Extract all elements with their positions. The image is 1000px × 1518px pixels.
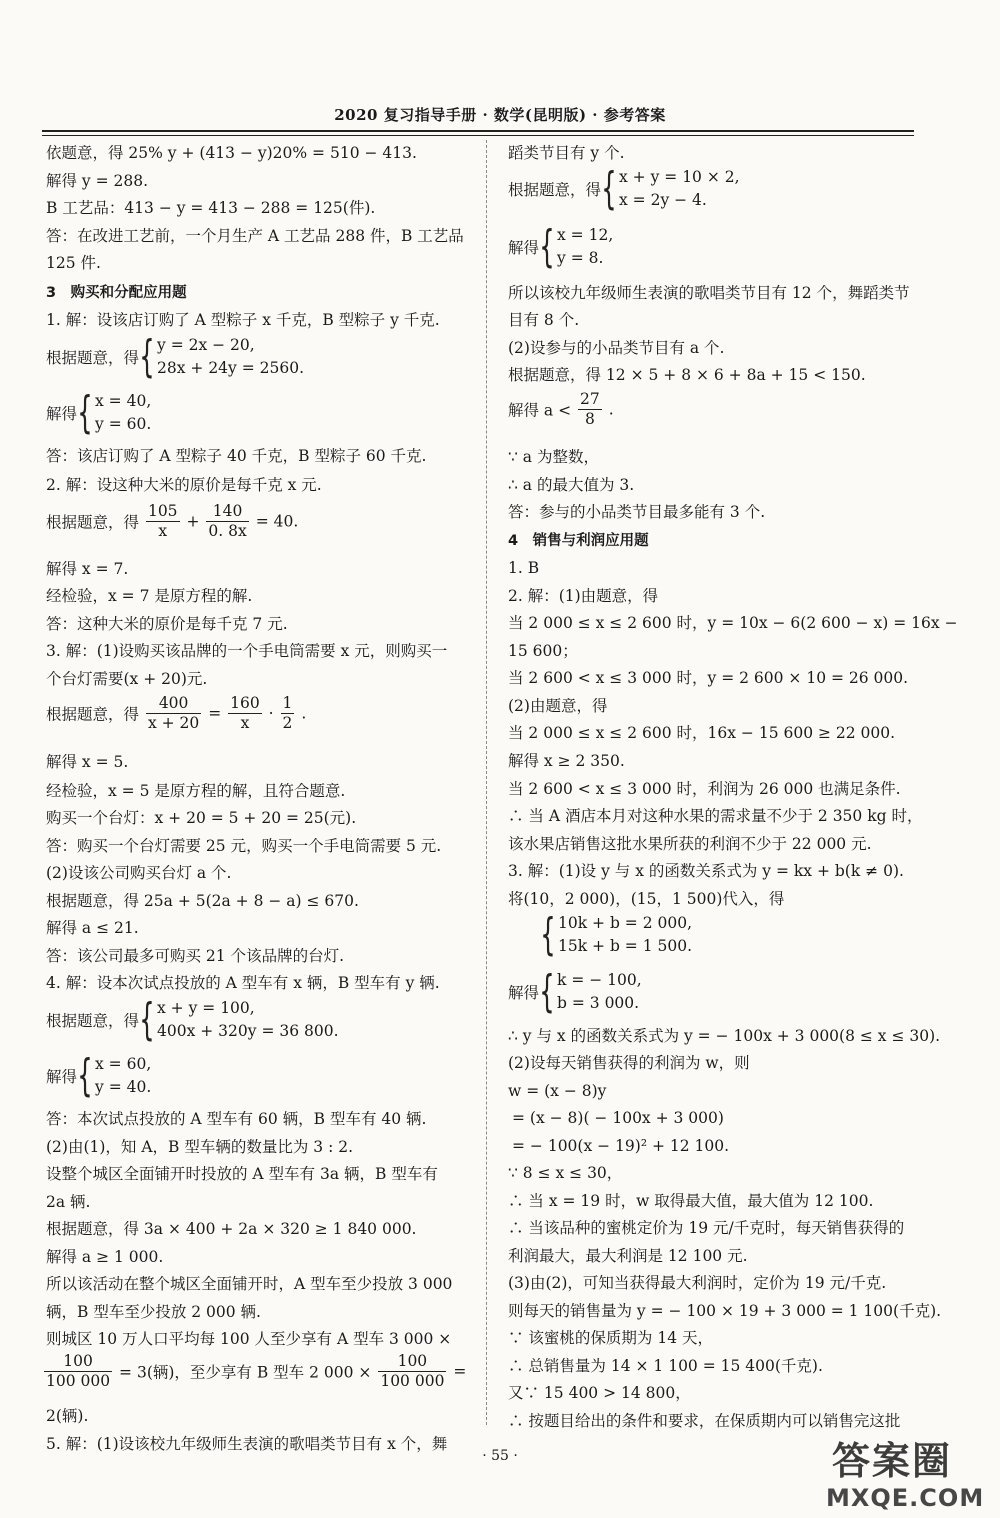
numerator: 100: [378, 1352, 446, 1372]
denominator: 0. 8x: [208, 522, 247, 540]
text-line: = − 100(x − 19)² + 12 100.: [512, 1137, 730, 1155]
brace-glyph: {: [139, 331, 155, 382]
watermark-site: MXQE.COM: [826, 1484, 985, 1512]
text-line: 经检验，x = 5 是原方程的解，且符合题意.: [46, 782, 346, 800]
text-line: 解得 a ≤ 21.: [46, 919, 139, 937]
solution-system: [46, 1050, 152, 1101]
brace-glyph: {: [601, 163, 617, 214]
text-line: 答：购买一个台灯需要 25 元，购买一个手电筒需要 5 元.: [46, 837, 442, 855]
text-line: w = (x − 8)y: [508, 1082, 607, 1100]
page-header: 2020 复习指导手册 · 数学(昆明版) · 参考答案: [334, 106, 666, 124]
text-line: 目有 8 个.: [508, 311, 580, 329]
text-line: ∵ 8 ≤ x ≤ 30，: [508, 1164, 623, 1182]
system-label: 解得: [508, 239, 540, 257]
system-label: 根据题意，得: [46, 349, 140, 367]
equation-system: [508, 163, 740, 214]
text-line: 根据题意，得 12 × 5 + 8 × 6 + 8a + 15 < 150.: [508, 366, 866, 384]
operator: =: [453, 1362, 467, 1381]
fraction: [146, 694, 201, 733]
denominator: 100 000: [46, 1372, 111, 1390]
text-line: 又∵ 15 400 > 14 800，: [508, 1384, 691, 1402]
watermark-badge: [832, 1436, 982, 1486]
equation: y = 8.: [557, 249, 604, 267]
system-label: 解得: [508, 984, 540, 1002]
text-line: 所以该活动在整个城区全面铺开时，A 型车至少投放 3 000: [46, 1275, 453, 1293]
fraction-inequality: [508, 390, 614, 429]
header-rule-thick: [42, 130, 914, 132]
text-line: (2)设每天销售获得的利润为 w，则: [508, 1054, 750, 1072]
text-line: 2. 解：设这种大米的原价是每千克 x 元.: [46, 476, 322, 494]
brace-glyph: {: [77, 1050, 93, 1101]
text-line: 2(辆).: [46, 1407, 89, 1425]
text-line: 答：参与的小品类节目最多能有 3 个.: [508, 503, 766, 521]
text-line: 当 2 000 ≤ x ≤ 2 600 时，16x − 15 600 ≥ 22 000.: [508, 724, 896, 742]
text-line: 个台灯需要(x + 20)元.: [46, 670, 208, 688]
text-line: 解得 x = 7.: [46, 560, 129, 578]
text-line: ∴ 当该品种的蜜桃定价为 19 元/千克时，每天销售获得的: [508, 1219, 905, 1237]
text-line: 答：该店订购了 A 型粽子 40 千克，B 型粽子 60 千克.: [46, 447, 427, 465]
equation: x = 40,: [95, 392, 152, 410]
numerator: 140: [206, 502, 248, 522]
equation: x + y = 100,: [157, 999, 255, 1017]
system-label: 解得: [46, 1068, 78, 1086]
text-line: 当 2 000 ≤ x ≤ 2 600 时，y = 10x − 6(2 600 − x) = 16x −: [508, 614, 958, 632]
equation-system: [46, 994, 339, 1045]
text-line: 4. 解：设本次试点投放的 A 型车有 x 辆，B 型车有 y 辆.: [46, 974, 440, 992]
numerator: 27: [580, 390, 600, 408]
text-line: 3. 解：(1)设购买该品牌的一个手电筒需要 x 元，则购买一: [46, 642, 448, 660]
solution-system: [508, 966, 642, 1017]
solution-system: [46, 387, 152, 438]
equation: y = 60.: [95, 415, 152, 433]
text-line: ∴ 当 x = 19 时，w 取得最大值，最大值为 12 100.: [508, 1192, 874, 1210]
operator: +: [186, 512, 200, 531]
text-line: 利润最大，最大利润是 12 100 元.: [508, 1247, 748, 1265]
watermark-badge-text: 答案圈: [832, 1439, 953, 1483]
equation-system: [540, 909, 693, 960]
text-line: (2)由(1)，知 A，B 型车辆的数量比为 3 : 2.: [46, 1138, 354, 1156]
text-line: 15 600；: [508, 642, 578, 660]
denominator: x: [158, 522, 168, 540]
text-line: 将(10，2 000)，(15，1 500)代入，得: [508, 890, 785, 908]
numerator: 105: [147, 502, 178, 520]
text-line: ∵ 该蜜桃的保质期为 14 天，: [508, 1329, 714, 1347]
equation-system: [46, 331, 305, 382]
denominator: 2: [282, 714, 293, 732]
text-line: ∴ a 的最大值为 3.: [508, 476, 635, 494]
equation: x + y = 10 × 2,: [619, 168, 740, 186]
operator: ·: [268, 704, 274, 723]
text-line: 答：在改进工艺前，一个月生产 A 工艺品 288 件，B 工艺品: [46, 227, 464, 245]
numerator: 160: [230, 694, 260, 712]
brace-glyph: {: [540, 909, 556, 960]
text-line: 经检验，x = 7 是原方程的解.: [46, 587, 253, 605]
brace-glyph: {: [77, 387, 93, 438]
system-label: 解得: [46, 405, 78, 423]
text-line: 答：这种大米的原价是每千克 7 元.: [46, 615, 288, 633]
label: 根据题意，得: [46, 705, 140, 724]
system-label: 根据题意，得: [508, 181, 602, 199]
fraction-equation: [42, 1352, 466, 1391]
text-line: ∴ 按题目给出的条件和要求，在保质期内可以销售完这批: [508, 1412, 901, 1430]
text-line: 购买一个台灯：x + 20 = 5 + 20 = 25(元).: [46, 809, 357, 827]
text-line: 该水果店销售这批水果所获的利润不少于 22 000 元.: [508, 835, 872, 853]
label: 根据题意，得: [46, 513, 140, 532]
text-line: 当 2 600 < x ≤ 3 000 时，利润为 26 000 也满足条件.: [508, 780, 901, 798]
equation: 400x + 320y = 36 800.: [157, 1022, 339, 1040]
text-line: 125 件.: [46, 254, 101, 272]
equation: k = − 100,: [557, 971, 642, 989]
operator: .: [608, 400, 614, 419]
column-divider: [486, 140, 487, 1425]
label: 解得 a <: [508, 401, 572, 420]
text-line: ∴ y 与 x 的函数关系式为 y = − 100x + 3 000(8 ≤ x ≤ 30).: [508, 1027, 941, 1045]
text-line: 辆，B 型车至少投放 2 000 辆.: [46, 1303, 261, 1321]
brace-glyph: {: [539, 221, 555, 272]
text-line: 蹈类节目有 y 个.: [508, 144, 625, 162]
header-rule-thin: [42, 135, 914, 136]
text-line: 1. B: [508, 559, 540, 577]
text-line: 解得 a ≥ 1 000.: [46, 1248, 164, 1266]
text-line: 依题意，得 25% y + (413 − y)20% = 510 − 413.: [46, 144, 417, 162]
text-line: (2)由题意，得: [508, 697, 608, 715]
solution-system: [508, 221, 614, 272]
operator: =: [208, 704, 222, 723]
text-line: 设整个城区全面铺开时投放的 A 型车有 3a 辆，B 型车有: [46, 1165, 438, 1183]
text-line: ∴ 总销售量为 14 × 1 100 = 15 400(千克).: [508, 1357, 823, 1375]
equation: x = 12,: [557, 226, 614, 244]
text-line: 则每天的销售量为 y = − 100 × 19 + 3 000 = 1 100(千克).: [508, 1302, 942, 1320]
fraction-equation: [46, 694, 306, 733]
text-line: 解得 x ≥ 2 350.: [508, 752, 625, 770]
fraction: [44, 1352, 112, 1391]
text-line: (2)设该公司购买台灯 a 个.: [46, 864, 232, 882]
numerator: 1: [282, 694, 293, 712]
equation: y = 2x − 20,: [157, 336, 255, 354]
operator: .: [301, 704, 307, 723]
operator: = 40.: [255, 512, 299, 531]
text-line: 答：该公司最多可购买 21 个该品牌的台灯.: [46, 947, 345, 965]
text-line: 则城区 10 万人口平均每 100 人至少享有 A 型车 3 000 ×: [46, 1330, 452, 1348]
text-line: B 工艺品：413 − y = 413 − 288 = 125(件).: [46, 199, 376, 217]
section-heading: 3 购买和分配应用题: [46, 285, 187, 301]
text-line: 所以该校九年级师生表演的歌唱类节目有 12 个，舞蹈类节: [508, 284, 910, 302]
text-line: 1. 解：设该店订购了 A 型粽子 x 千克，B 型粽子 y 千克.: [46, 311, 440, 329]
denominator: x: [240, 714, 250, 732]
brace-glyph: {: [539, 966, 555, 1017]
text-line: ∵ a 为整数，: [508, 448, 599, 466]
denominator: 100 000: [380, 1372, 445, 1390]
equation: x = 60,: [95, 1055, 152, 1073]
text-line: 2. 解：(1)由题意，得: [508, 587, 659, 605]
text-segment: = 3(辆)，至少享有 B 型车 2 000 ×: [119, 1363, 372, 1382]
text-line: ∴ 当 A 酒店本月对这种水果的需求量不少于 2 350 kg 时，: [508, 807, 923, 825]
numerator: 400: [146, 694, 201, 714]
page-number: · 55 ·: [482, 1448, 518, 1464]
fraction: [578, 390, 602, 429]
text-line: 2a 辆.: [46, 1193, 91, 1211]
equation: b = 3 000.: [557, 994, 640, 1012]
system-label: 根据题意，得: [46, 1012, 140, 1030]
denominator: 8: [584, 410, 595, 428]
text-line: 根据题意，得 3a × 400 + 2a × 320 ≥ 1 840 000.: [46, 1220, 417, 1238]
fraction: [146, 502, 180, 541]
text-line: 当 2 600 < x ≤ 3 000 时，y = 2 600 × 10 = 26 000.: [508, 669, 909, 687]
text-line: (3)由(2)，可知当获得最大利润时，定价为 19 元/千克.: [508, 1274, 887, 1292]
fraction: [378, 1352, 446, 1391]
brace-glyph: {: [139, 994, 155, 1045]
equation: 28x + 24y = 2560.: [157, 359, 305, 377]
text-line: 5. 解：(1)设该校九年级师生表演的歌唱类节目有 x 个，舞: [46, 1435, 448, 1453]
text-line: 解得 y = 288.: [46, 172, 149, 190]
text-line: 3. 解：(1)设 y 与 x 的函数关系式为 y = kx + b(k ≠ 0).: [508, 862, 904, 880]
fraction-equation: [46, 502, 298, 541]
fraction: [206, 502, 248, 541]
equation: x = 2y − 4.: [619, 191, 707, 209]
fraction: [281, 694, 295, 733]
section-heading: 4 销售与利润应用题: [508, 533, 649, 549]
text-line: (2)设参与的小品类节目有 a 个.: [508, 339, 725, 357]
equation: y = 40.: [95, 1078, 152, 1096]
equation: 15k + b = 1 500.: [558, 937, 693, 955]
text-line: 根据题意，得 25a + 5(2a + 8 − a) ≤ 670.: [46, 892, 359, 910]
denominator: x + 20: [147, 714, 200, 732]
text-line: = (x − 8)( − 100x + 3 000): [512, 1109, 724, 1127]
text-line: 解得 x = 5.: [46, 753, 129, 771]
text-line: 答：本次试点投放的 A 型车有 60 辆，B 型车有 40 辆.: [46, 1110, 427, 1128]
equation: 10k + b = 2 000,: [558, 914, 693, 932]
fraction: [228, 694, 262, 733]
numerator: 100: [44, 1352, 112, 1372]
